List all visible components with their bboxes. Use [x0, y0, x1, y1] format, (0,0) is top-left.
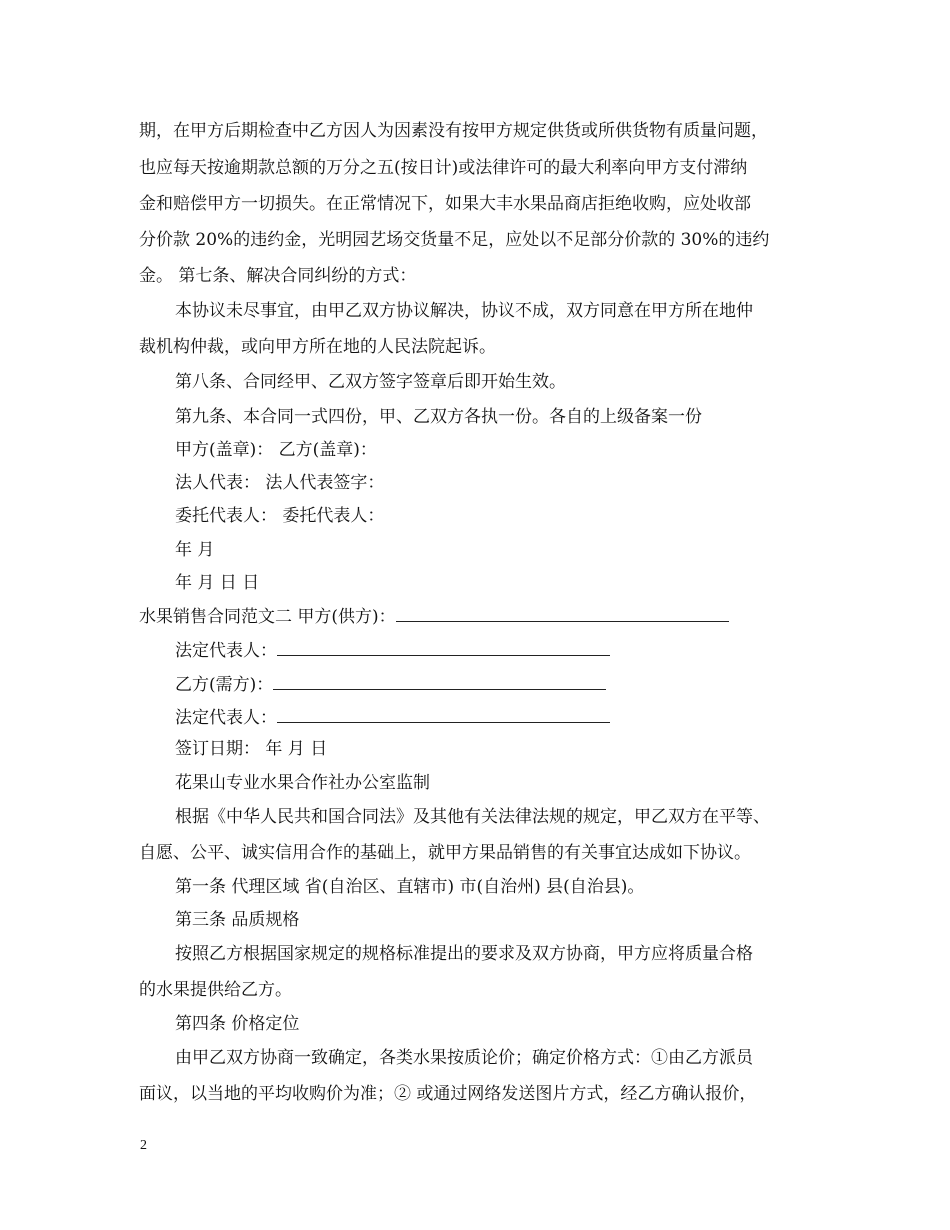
blank-underline — [396, 605, 729, 622]
date-line: 年 月 — [175, 540, 215, 560]
blank-underline — [277, 639, 610, 656]
body-line: 签订日期： 年 月 日 — [175, 739, 328, 759]
body-line: 第九条、本合同一式四份，甲、乙双方各执一份。各自的上级备案一份 — [175, 407, 702, 427]
signature-line: 委托代表人： 委托代表人： — [175, 506, 385, 526]
body-line: 分价款 20%的违约金，光明园艺场交货量不足，应处以不足部分价款的 30%的违约 — [139, 230, 770, 250]
party-line — [175, 639, 610, 662]
body-line: 第八条、合同经甲、乙双方签字签章后即开始生效。 — [175, 372, 566, 392]
party-label: 乙方(需方)： — [175, 675, 274, 695]
party-line — [175, 706, 610, 729]
body-line: 按照乙方根据国家规定的规格标准提出的要求及双方协商，甲方应将质量合格 — [175, 944, 753, 964]
blank-underline — [273, 673, 606, 690]
body-line: 的水果提供给乙方。 — [139, 980, 292, 1000]
body-line: 根据《中华人民共和国合同法》及其他有关法律法规的规定，甲乙双方在平等、 — [175, 807, 770, 827]
body-line: 第一条 代理区域 省(自治区、直辖市) 市(自治州) 县(自治县)。 — [175, 877, 645, 897]
date-line: 年 月 日 日 — [175, 573, 260, 593]
body-line: 本协议未尽事宜，由甲乙双方协议解决，协议不成，双方同意在甲方所在地仲 — [175, 301, 753, 321]
party-line — [175, 673, 606, 696]
body-line: 第四条 价格定位 — [175, 1014, 300, 1034]
body-line: 由甲乙双方协商一致确定，各类水果按质论价；确定价格方式：①由乙方派员 — [175, 1048, 753, 1068]
signature-line: 法人代表： 法人代表签字： — [175, 473, 385, 493]
body-line: 金。 第七条、解决合同纠纷的方式： — [139, 266, 417, 286]
header-text: 水果销售合同范文二 甲方(供方)： — [139, 607, 396, 627]
body-line: 金和赔偿甲方一切损失。在正常情况下，如果大丰水果品商店拒绝收购，应处收部 — [139, 194, 751, 214]
body-line: 自愿、公平、诚实信用合作的基础上，就甲方果品销售的有关事宜达成如下协议。 — [139, 843, 751, 863]
body-line: 面议，以当地的平均收购价为准；② 或通过网络发送图片方式，经乙方确认报价， — [139, 1084, 757, 1104]
party-label: 法定代表人： — [175, 641, 277, 661]
signature-line: 甲方(盖章)： 乙方(盖章)： — [175, 440, 377, 460]
page-number: 2 — [140, 1138, 147, 1153]
body-line: 也应每天按逾期款总额的万分之五(按日计)或法律许可的最大利率向甲方支付滞纳 — [139, 158, 748, 178]
body-line: 第三条 品质规格 — [175, 910, 300, 930]
body-line: 花果山专业水果合作社办公室监制 — [175, 773, 430, 793]
blank-underline — [277, 706, 610, 723]
party-label: 法定代表人： — [175, 708, 277, 728]
body-line: 裁机构仲裁，或向甲方所在地的人民法院起诉。 — [139, 337, 496, 357]
contract-header-line — [139, 605, 729, 628]
body-line: 期，在甲方后期检查中乙方因人为因素没有按甲方规定供货或所供货物有质量问题， — [139, 121, 768, 141]
